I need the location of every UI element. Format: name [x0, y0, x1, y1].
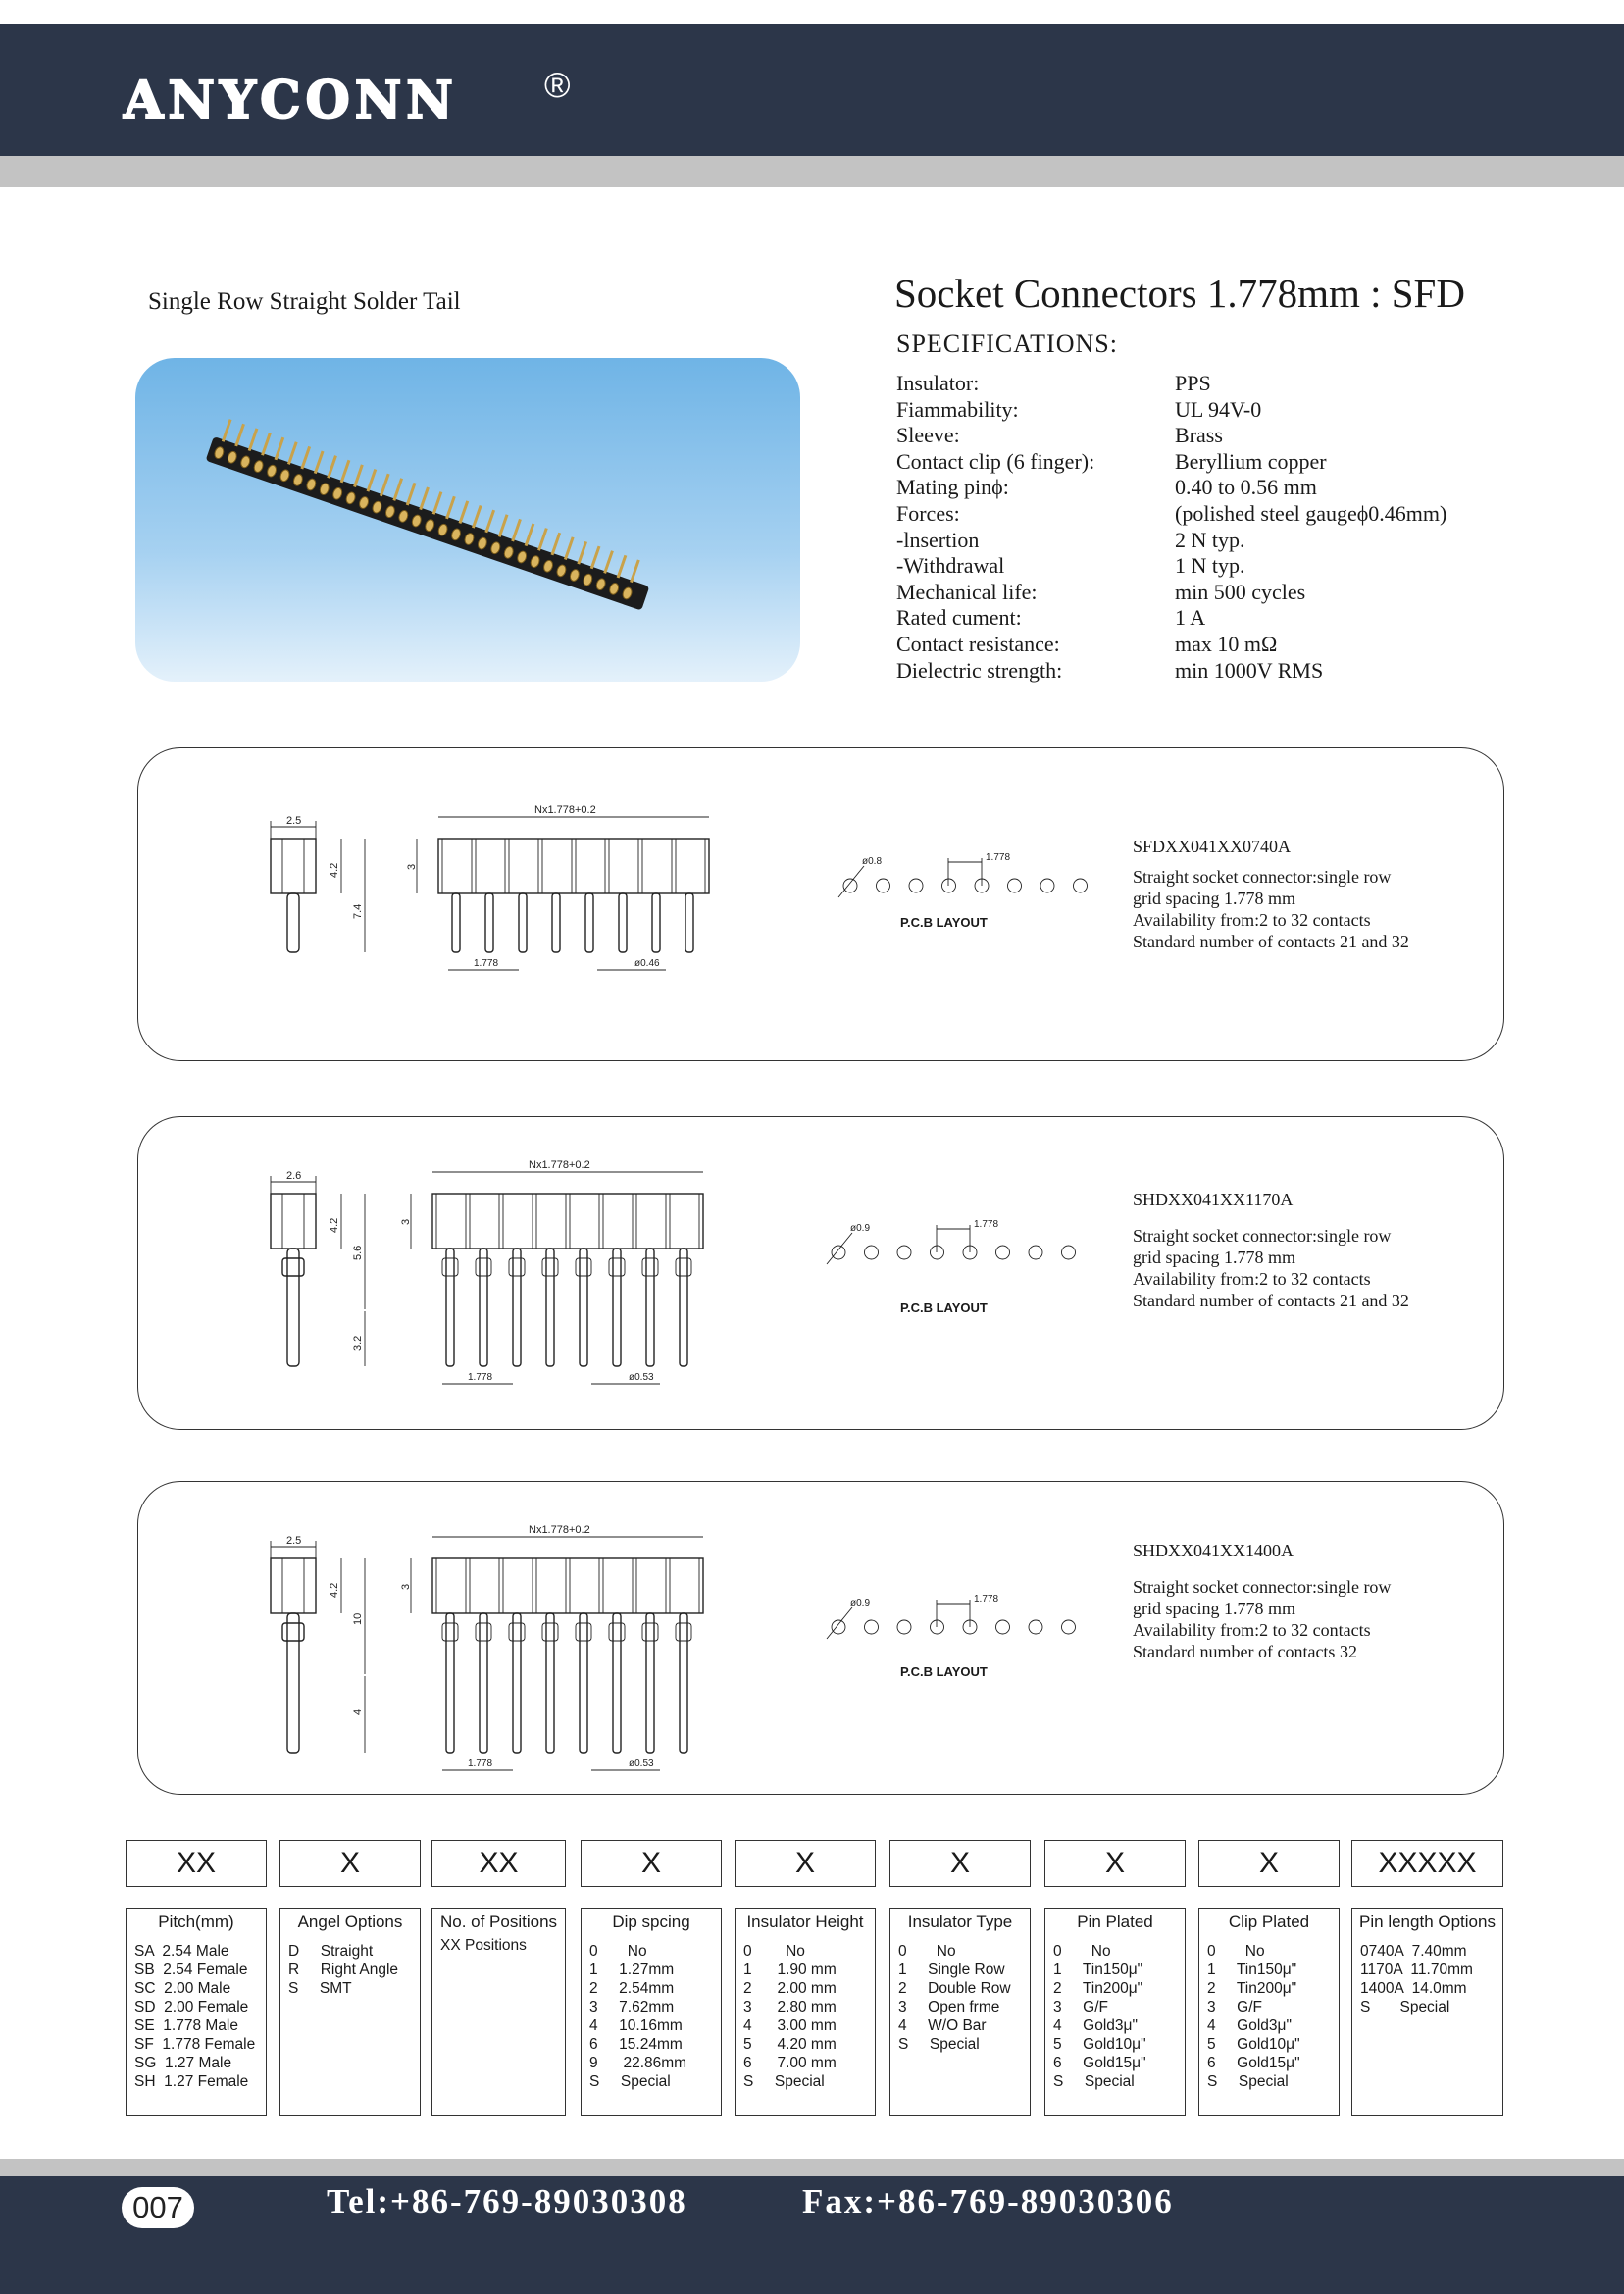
specifications-heading: SPECIFICATIONS:: [896, 330, 1118, 358]
front-pin: [685, 893, 693, 952]
pcb-layout-label: P.C.B LAYOUT: [900, 1300, 988, 1315]
photo-pin: [300, 446, 311, 470]
front-body: [432, 1558, 703, 1613]
front-cell: [442, 839, 472, 893]
spec-label: Contact resistance:: [896, 632, 1060, 656]
pcb-hole: [832, 1620, 845, 1634]
option-line: 0 No: [1207, 1943, 1265, 1960]
page-title: Socket Connectors 1.778mm : SFD: [894, 271, 1465, 316]
desc-line: Straight socket connector:single row: [1133, 867, 1392, 887]
product-subtitle: Single Row Straight Solder Tail: [148, 288, 461, 315]
spec-label: Mechanical life:: [896, 579, 1038, 604]
spec-value: min 500 cycles: [1175, 579, 1306, 604]
code-box: XXXXX: [1351, 1840, 1503, 1887]
front-pin: [546, 1613, 554, 1753]
side-pin: [287, 1249, 299, 1366]
pcb-hole: [843, 879, 857, 892]
photo-pin: [340, 460, 351, 484]
option-line: 4 Gold3μ": [1207, 2017, 1292, 2034]
option-line: R Right Angle: [288, 1962, 399, 1978]
spec-value: PPS: [1175, 371, 1211, 395]
front-pin: [513, 1249, 521, 1366]
code-box: X: [889, 1840, 1031, 1887]
front-collar: [609, 1623, 625, 1641]
photo-pin: [537, 528, 548, 551]
option-line: 6 Gold15μ": [1207, 2055, 1300, 2071]
option-line: S Special: [898, 2036, 980, 2053]
part-description: [1133, 1225, 1409, 1311]
photo-pin: [551, 533, 562, 556]
photo-pin: [222, 419, 232, 442]
dimension-label: ø0.46: [634, 958, 660, 969]
pcb-hole: [1008, 879, 1022, 892]
option-line: 0 No: [589, 1943, 647, 1960]
pcb-hole: [877, 879, 890, 892]
front-collar: [576, 1258, 591, 1276]
option-line: 5 4.20 mm: [743, 2036, 837, 2053]
front-collar: [609, 1258, 625, 1276]
pcb-hole: [931, 1246, 944, 1259]
dimension-label: 4.2: [329, 1582, 340, 1598]
drawing-panel-1: [137, 747, 1504, 1061]
photo-pin: [392, 478, 403, 501]
front-cell: [603, 1558, 633, 1613]
front-pin: [519, 893, 527, 952]
part-code: SHDXX041XX1170A: [1133, 1190, 1294, 1209]
photo-pin: [630, 559, 640, 583]
photo-pin: [314, 450, 325, 474]
option-line: 4 W/O Bar: [898, 2017, 987, 2034]
desc-line: Standard number of contacts 21 and 32: [1133, 932, 1409, 951]
desc-line: Availability from:2 to 32 contacts: [1133, 1620, 1371, 1640]
option-line: 3 2.80 mm: [743, 1999, 837, 2015]
front-cell: [542, 839, 572, 893]
spec-label: Mating pinϕ:: [896, 475, 1009, 500]
front-cell: [503, 1558, 533, 1613]
front-pin: [580, 1613, 587, 1753]
front-cell: [436, 1558, 466, 1613]
desc-line: Standard number of contacts 32: [1133, 1642, 1357, 1661]
spec-value: min 1000V RMS: [1175, 657, 1324, 683]
option-line: 2 2.54mm: [589, 1980, 675, 1997]
dimension-label: ø0.53: [629, 1759, 654, 1769]
front-pin: [613, 1613, 621, 1753]
front-cell: [436, 1194, 466, 1249]
photo-pin: [234, 424, 245, 447]
photo-pin: [577, 541, 587, 565]
code-box: X: [1044, 1840, 1186, 1887]
option-line: SE 1.778 Male: [134, 2017, 238, 2034]
dimension-label: ø0.9: [850, 1598, 871, 1608]
drawing-panel-3: [137, 1481, 1504, 1795]
option-line: 2 Double Row: [898, 1980, 1011, 1997]
part-description: [1133, 1576, 1391, 1662]
spec-value: 2 N typ.: [1175, 527, 1245, 552]
desc-line: Standard number of contacts 21 and 32: [1133, 1291, 1409, 1310]
code-box: X: [279, 1840, 421, 1887]
front-cell: [636, 1194, 666, 1249]
spec-label: Insulator:: [896, 371, 980, 395]
dimension-label: 2.6: [286, 1170, 302, 1182]
pcb-hole: [996, 1246, 1010, 1259]
spec-value: max 10 mΩ: [1175, 632, 1278, 656]
option-line: XX Positions: [440, 1937, 527, 1954]
option-line: SC 2.00 Male: [134, 1980, 231, 1997]
dimension-label: 2.5: [286, 1535, 302, 1547]
code-box: X: [735, 1840, 876, 1887]
option-line: 1 1.27mm: [589, 1962, 675, 1978]
option-box: [889, 1908, 1031, 2116]
front-cell: [536, 1558, 566, 1613]
option-line: 1 Tin150μ": [1053, 1962, 1143, 1978]
front-pin: [585, 893, 593, 952]
front-cell: [470, 1194, 499, 1249]
part-description: [1133, 866, 1409, 952]
option-line: 3 G/F: [1207, 1999, 1262, 2015]
front-pin: [613, 1249, 621, 1366]
option-line: 9 22.86mm: [589, 2055, 687, 2071]
dimension-label: 3: [406, 863, 418, 870]
option-line: S Special: [589, 2073, 671, 2090]
code-box: XX: [431, 1840, 566, 1887]
photo-pin: [275, 437, 285, 461]
side-collar: [282, 1258, 304, 1276]
dimension-label: 10: [352, 1612, 364, 1625]
dimension-label: 7.4: [352, 903, 364, 919]
drawing-panel-2: [137, 1116, 1504, 1430]
option-line: SG 1.27 Male: [134, 2055, 232, 2071]
option-line: 1400A 14.0mm: [1360, 1980, 1467, 1997]
pcb-hole: [865, 1246, 879, 1259]
option-heading: Insulator Type: [907, 1912, 1013, 1931]
dimension-label: Nx1.778+0.2: [534, 804, 596, 816]
pcb-hole: [909, 879, 923, 892]
desc-line: grid spacing 1.778 mm: [1133, 1248, 1295, 1267]
front-cell: [670, 1558, 699, 1613]
desc-line: Availability from:2 to 32 contacts: [1133, 1269, 1371, 1289]
front-cell: [570, 1558, 599, 1613]
front-cell: [476, 839, 505, 893]
option-box: [581, 1908, 722, 2116]
front-collar: [442, 1623, 458, 1641]
option-line: 1 1.90 mm: [743, 1962, 837, 1978]
code-box: X: [581, 1840, 722, 1887]
front-collar: [476, 1623, 491, 1641]
spec-label: Contact clip (6 finger):: [896, 448, 1095, 474]
spec-value: Brass: [1175, 423, 1223, 448]
photo-pin: [472, 505, 482, 529]
photo-pin: [380, 474, 390, 497]
option-line: 4 10.16mm: [589, 2017, 683, 2034]
dimension-label: ø0.8: [862, 856, 883, 867]
desc-line: Availability from:2 to 32 contacts: [1133, 910, 1371, 930]
pcb-hole: [897, 1246, 911, 1259]
option-line: 3 G/F: [1053, 1999, 1108, 2015]
option-line: 0740A 7.40mm: [1360, 1943, 1467, 1960]
photo-pin: [248, 428, 259, 451]
option-line: 2 2.00 mm: [743, 1980, 837, 1997]
option-line: SD 2.00 Female: [134, 1999, 249, 2015]
dimension-label: Nx1.778+0.2: [529, 1524, 590, 1536]
photo-pin: [459, 500, 470, 524]
option-line: 0 No: [1053, 1943, 1111, 1960]
dimension-label: 3: [400, 1218, 412, 1225]
code-box: XX: [126, 1840, 267, 1887]
front-pin: [652, 893, 660, 952]
front-cell: [670, 1194, 699, 1249]
option-box: [735, 1908, 876, 2116]
front-collar: [576, 1623, 591, 1641]
option-box: [279, 1908, 421, 2116]
dimension-label: ø0.9: [850, 1223, 871, 1234]
dimension-label: 1.778: [468, 1759, 493, 1769]
code-box: X: [1198, 1840, 1340, 1887]
front-pin: [446, 1613, 454, 1753]
option-line: SH 1.27 Female: [134, 2073, 249, 2090]
option-line: SA 2.54 Male: [134, 1943, 229, 1960]
option-line: 2 Tin200μ": [1207, 1980, 1297, 1997]
front-collar: [642, 1623, 658, 1641]
pcb-hole: [832, 1246, 845, 1259]
dimension-label: 4.2: [329, 862, 340, 878]
option-heading: Angel Options: [297, 1912, 403, 1931]
spec-value: 1 N typ.: [1175, 553, 1245, 579]
photo-pin: [590, 546, 601, 570]
front-pin: [680, 1613, 687, 1753]
dimension-label: 1.778: [986, 852, 1011, 863]
front-cell: [576, 839, 605, 893]
desc-line: Straight socket connector:single row: [1133, 1577, 1392, 1597]
side-pin: [287, 1613, 299, 1753]
photo-pin: [445, 496, 456, 520]
option-heading: Insulator Height: [746, 1912, 864, 1931]
dimension-label: 1.778: [974, 1594, 999, 1605]
brand-logo: ANYCONN: [124, 71, 458, 130]
registered-mark: ®: [544, 65, 571, 105]
option-line: S Special: [1053, 2073, 1135, 2090]
photo-pin: [287, 441, 298, 465]
dimension-label: 4.2: [329, 1217, 340, 1233]
telephone: Tel:+86-769-89030308: [327, 2182, 687, 2220]
front-pin: [485, 893, 493, 952]
option-line: S SMT: [288, 1980, 352, 1997]
option-line: 1170A 11.70mm: [1360, 1962, 1473, 1978]
front-pin: [513, 1613, 521, 1753]
pcb-hole: [931, 1620, 944, 1634]
desc-line: Straight socket connector:single row: [1133, 1226, 1392, 1246]
front-pin: [580, 1249, 587, 1366]
option-line: D Straight: [288, 1943, 374, 1960]
front-cell: [570, 1194, 599, 1249]
spec-value: Beryllium copper: [1175, 448, 1327, 474]
front-body: [432, 1194, 703, 1249]
front-body: [438, 839, 709, 893]
front-cell: [642, 839, 672, 893]
pcb-hole: [1040, 879, 1054, 892]
front-pin: [646, 1249, 654, 1366]
option-line: 5 Gold10μ": [1053, 2036, 1146, 2053]
photo-pin: [564, 536, 575, 560]
option-box: [1044, 1908, 1186, 2116]
dimension-label: 4: [352, 1708, 364, 1715]
option-line: S Special: [1207, 2073, 1289, 2090]
page-number: 007: [122, 2187, 194, 2228]
front-collar: [676, 1258, 691, 1276]
front-cell: [676, 839, 705, 893]
front-pin: [619, 893, 627, 952]
dimension-label: 5.6: [352, 1245, 364, 1260]
option-line: 4 Gold3μ": [1053, 2017, 1138, 2034]
front-collar: [476, 1258, 491, 1276]
side-body: [271, 1558, 316, 1613]
option-line: 1 Tin150μ": [1207, 1962, 1297, 1978]
side-body: [271, 839, 316, 893]
header-stripe: [0, 156, 1624, 187]
spec-value: 1 A: [1175, 605, 1206, 631]
front-cell: [470, 1558, 499, 1613]
photo-pin: [484, 510, 495, 534]
front-pin: [552, 893, 560, 952]
option-heading: Dip spcing: [612, 1912, 690, 1931]
spec-value: (polished steel gaugeϕ0.46mm): [1175, 501, 1447, 526]
front-cell: [509, 839, 538, 893]
part-code: SFDXX041XX0740A: [1133, 837, 1292, 856]
dimension-label: 2.5: [286, 815, 302, 827]
photo-pin: [261, 433, 272, 456]
pcb-hole: [1029, 1620, 1042, 1634]
side-body: [271, 1194, 316, 1249]
option-heading: Clip Plated: [1228, 1912, 1310, 1931]
spec-label: Fiammability:: [896, 396, 1019, 422]
spec-label: Sleeve:: [896, 423, 960, 448]
option-heading: Pin Plated: [1077, 1912, 1153, 1931]
option-box: [431, 1908, 566, 2116]
part-code: SHDXX041XX1400A: [1133, 1541, 1294, 1560]
photo-pin: [367, 469, 378, 492]
dimension-label: 1.778: [974, 1219, 999, 1230]
option-box: [1198, 1908, 1340, 2116]
front-pin: [480, 1249, 487, 1366]
option-line: 0 No: [898, 1943, 956, 1960]
spec-label: Rated cument:: [896, 605, 1022, 631]
spec-label: -Withdrawal: [896, 553, 1005, 579]
option-line: 4 3.00 mm: [743, 2017, 837, 2034]
option-heading: Pitch(mm): [158, 1912, 234, 1931]
option-line: 3 Open frme: [898, 1999, 1000, 2015]
front-collar: [509, 1623, 525, 1641]
front-pin: [546, 1249, 554, 1366]
front-cell: [636, 1558, 666, 1613]
front-cell: [609, 839, 638, 893]
front-collar: [642, 1258, 658, 1276]
front-pin: [680, 1249, 687, 1366]
dimension-label: 1.778: [468, 1372, 493, 1383]
footer-stripe: [0, 2159, 1624, 2176]
front-cell: [603, 1194, 633, 1249]
front-collar: [542, 1623, 558, 1641]
option-line: 5 Gold10μ": [1207, 2036, 1300, 2053]
pcb-hole: [1062, 1246, 1076, 1259]
front-pin: [452, 893, 460, 952]
front-collar: [509, 1258, 525, 1276]
photo-pin: [327, 455, 337, 479]
pcb-hole: [865, 1620, 879, 1634]
photo-pin: [511, 519, 522, 542]
option-box: [1351, 1908, 1503, 2116]
photo-pin: [406, 483, 417, 506]
pcb-hole: [1062, 1620, 1076, 1634]
pcb-hole: [942, 879, 956, 892]
option-line: SB 2.54 Female: [134, 1962, 248, 1978]
front-pin: [646, 1613, 654, 1753]
option-line: 0 No: [743, 1943, 805, 1960]
dimension-label: 3: [400, 1583, 412, 1590]
photo-pin: [353, 464, 364, 487]
pcb-hole: [1074, 879, 1088, 892]
spec-value: UL 94V-0: [1175, 396, 1262, 422]
option-box: [126, 1908, 267, 2116]
side-pin: [287, 893, 299, 952]
option-line: 1 Single Row: [898, 1962, 1005, 1978]
spec-label: -lnsertion: [896, 527, 980, 552]
option-line: 6 Gold15μ": [1053, 2055, 1146, 2071]
option-heading: Pin length Options: [1359, 1912, 1496, 1931]
photo-pin: [432, 491, 443, 515]
dimension-label: 1.778: [474, 958, 499, 969]
desc-line: grid spacing 1.778 mm: [1133, 889, 1295, 908]
option-heading: No. of Positions: [439, 1912, 558, 1931]
spec-label: Dielectric strength:: [896, 657, 1063, 683]
pcb-layout-label: P.C.B LAYOUT: [900, 915, 988, 930]
option-line: SF 1.778 Female: [134, 2036, 256, 2053]
photo-pin: [603, 550, 614, 574]
front-collar: [542, 1258, 558, 1276]
product-photo: [135, 358, 800, 682]
front-pin: [446, 1249, 454, 1366]
photo-pin: [498, 514, 509, 537]
front-pin: [480, 1613, 487, 1753]
pcb-hole: [996, 1620, 1010, 1634]
option-line: 6 15.24mm: [589, 2036, 683, 2053]
front-cell: [503, 1194, 533, 1249]
pcb-layout-label: P.C.B LAYOUT: [900, 1664, 988, 1679]
photo-pin: [617, 555, 628, 579]
front-cell: [536, 1194, 566, 1249]
option-line: S Special: [743, 2073, 825, 2090]
spec-value: 0.40 to 0.56 mm: [1175, 475, 1317, 500]
dimension-label: ø0.53: [629, 1372, 654, 1383]
front-collar: [676, 1623, 691, 1641]
desc-line: grid spacing 1.778 mm: [1133, 1599, 1295, 1618]
pcb-hole: [897, 1620, 911, 1634]
fax: Fax:+86-769-89030306: [802, 2182, 1174, 2220]
side-collar: [282, 1623, 304, 1641]
dimension-label: 3.2: [352, 1335, 364, 1351]
photo-pin: [419, 486, 430, 510]
option-line: 2 Tin200μ": [1053, 1980, 1143, 1997]
spec-label: Forces:: [896, 501, 960, 526]
option-line: 3 7.62mm: [589, 1999, 675, 2015]
option-line: S Special: [1360, 1999, 1450, 2015]
dimension-label: Nx1.778+0.2: [529, 1159, 590, 1171]
option-line: 6 7.00 mm: [743, 2055, 837, 2071]
photo-pin: [525, 523, 535, 546]
front-collar: [442, 1258, 458, 1276]
pcb-hole: [1029, 1246, 1042, 1259]
